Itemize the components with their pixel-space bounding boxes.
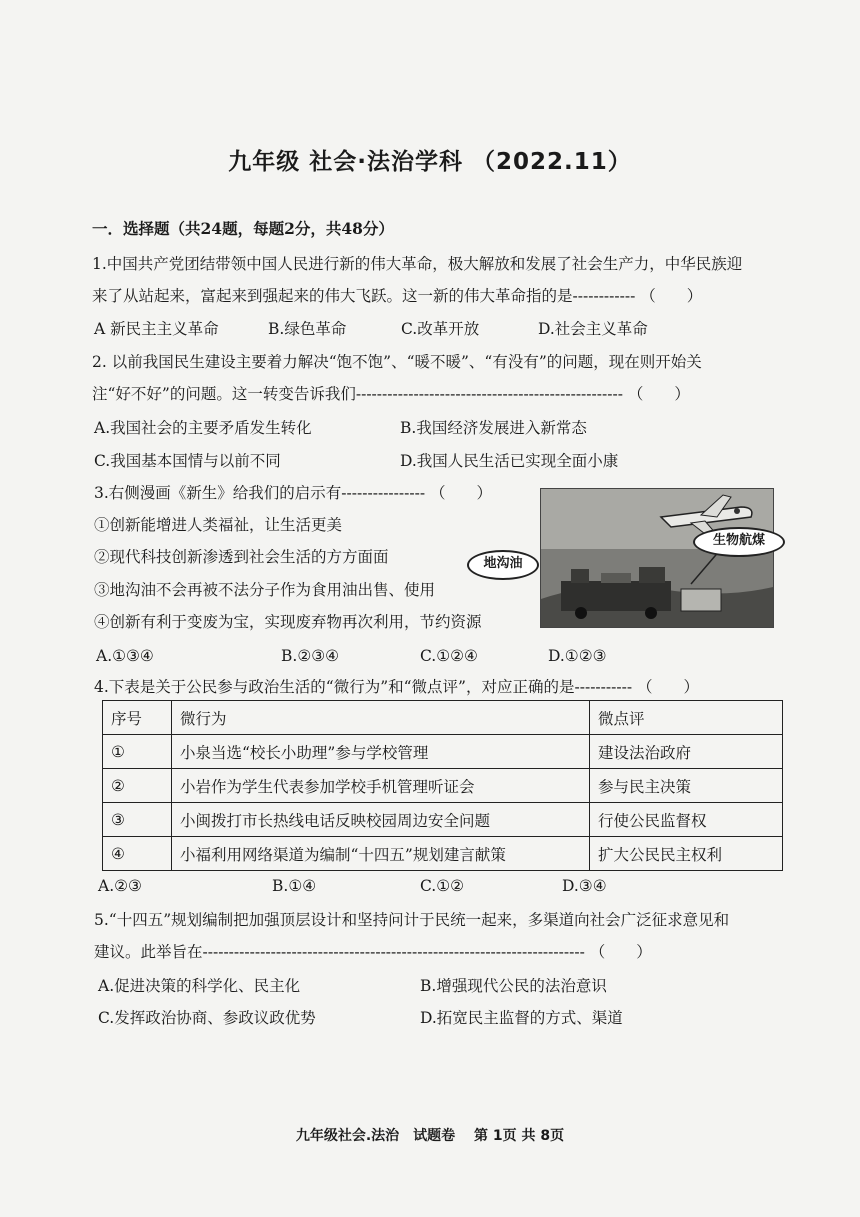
table-row bbox=[103, 803, 783, 837]
row-index: ② bbox=[103, 769, 172, 803]
row-behavior: 小岩作为学生代表参加学校手机管理听证会 bbox=[172, 769, 590, 803]
q1-option-d: D.社会主义革命 bbox=[538, 320, 648, 338]
q1-option-a: A 新民主主义革命 bbox=[94, 320, 219, 338]
section-heading: 一．选择题（共24题，每题2分，共48分） bbox=[92, 219, 394, 238]
row-comment: 参与民主决策 bbox=[590, 769, 783, 803]
q5-option-b: B.增强现代公民的法治意识 bbox=[420, 977, 607, 995]
q4-stem: 4.下表是关于公民参与政治生活的“微行为”和“微点评”，对应正确的是----------- （ ） bbox=[94, 678, 700, 696]
q1-stem-line1: 1.中国共产党团结带领中国人民进行新的伟大革命，极大解放和发展了社会生产力，中华民族迎 bbox=[92, 255, 743, 273]
q2-option-d: D.我国人民生活已实现全面小康 bbox=[400, 452, 619, 470]
q5-option-c: C.发挥政治协商、参政议政优势 bbox=[98, 1009, 316, 1027]
bubble-gutter-oil: 地沟油 bbox=[467, 550, 539, 580]
row-index: ③ bbox=[103, 803, 172, 837]
row-comment: 扩大公民民主权利 bbox=[590, 837, 783, 871]
q4-table bbox=[102, 700, 783, 871]
header-index: 序号 bbox=[103, 701, 172, 735]
q5-stem-line1: 5.“十四五”规划编制把加强顶层设计和坚持问计于民统一起来，多渠道向社会广泛征求意见和 bbox=[94, 911, 730, 929]
table-row bbox=[103, 735, 783, 769]
q3-statement-2: ②现代科技创新渗透到社会生活的方方面面 bbox=[94, 548, 389, 566]
q2-option-a: A.我国社会的主要矛盾发生转化 bbox=[94, 419, 312, 437]
page-footer: 九年级社会.法治 试题卷 第 1页 共 8页 bbox=[295, 1128, 565, 1144]
row-comment: 行使公民监督权 bbox=[590, 803, 783, 837]
q3-option-a: A.①③④ bbox=[96, 647, 154, 665]
q3-statement-3: ③地沟油不会再被不法分子作为食用油出售、使用 bbox=[94, 581, 436, 599]
q5-option-a: A.促进决策的科学化、民主化 bbox=[98, 977, 301, 995]
q3-option-c: C.①②④ bbox=[420, 647, 478, 665]
q2-option-b: B.我国经济发展进入新常态 bbox=[400, 419, 587, 437]
cartoon-image bbox=[540, 488, 774, 628]
q2-stem-line1: 2. 以前我国民生建设主要着力解决“饱不饱”、“暖不暖”、“有没有”的问题，现在则开始关 bbox=[92, 353, 702, 371]
q3-stem: 3.右侧漫画《新生》给我们的启示有---------------- （ ） bbox=[94, 484, 493, 502]
q2-option-c: C.我国基本国情与以前不同 bbox=[94, 452, 281, 470]
exam-title: 九年级 社会·法治学科 （2022.11） bbox=[228, 149, 632, 175]
q3-statement-4: ④创新有利于变废为宝，实现废弃物再次利用，节约资源 bbox=[94, 613, 482, 631]
q5-stem-line2: 建议。此举旨在------------------------------------------------------------------------- （ ） bbox=[94, 943, 652, 961]
row-index: ① bbox=[103, 735, 172, 769]
table-header-row bbox=[103, 701, 783, 735]
row-behavior: 小福利用网络渠道为编制“十四五”规划建言献策 bbox=[172, 837, 590, 871]
header-comment: 微点评 bbox=[590, 701, 783, 735]
table-row bbox=[103, 769, 783, 803]
q4-option-b: B.①④ bbox=[272, 877, 317, 895]
q1-option-c: C.改革开放 bbox=[401, 320, 480, 338]
q2-stem-line2: 注“好不好”的问题。这一转变告诉我们--------------------------------------------------- （ ） bbox=[92, 385, 690, 403]
q1-stem-line2: 来了从站起来，富起来到强起来的伟大飞跃。这一新的伟大革命指的是------------ （ ） bbox=[92, 287, 703, 305]
q4-option-a: A.②③ bbox=[98, 877, 142, 895]
q3-option-b: B.②③④ bbox=[281, 647, 340, 665]
q5-option-d: D.拓宽民主监督的方式、渠道 bbox=[420, 1009, 623, 1027]
bubble-bio-jet-fuel: 生物航煤 bbox=[693, 527, 785, 557]
q1-option-b: B.绿色革命 bbox=[268, 320, 347, 338]
row-behavior: 小闽拨打市长热线电话反映校园周边安全问题 bbox=[172, 803, 590, 837]
q3-statement-1: ①创新能增进人类福祉，让生活更美 bbox=[94, 516, 343, 534]
table-row bbox=[103, 837, 783, 871]
q3-option-d: D.①②③ bbox=[548, 647, 607, 665]
cartoon-illustration bbox=[541, 489, 773, 627]
q4-option-d: D.③④ bbox=[562, 877, 607, 895]
row-behavior: 小泉当选“校长小助理”参与学校管理 bbox=[172, 735, 590, 769]
row-index: ④ bbox=[103, 837, 172, 871]
row-comment: 建设法治政府 bbox=[590, 735, 783, 769]
header-behavior: 微行为 bbox=[172, 701, 590, 735]
q4-option-c: C.①② bbox=[420, 877, 465, 895]
